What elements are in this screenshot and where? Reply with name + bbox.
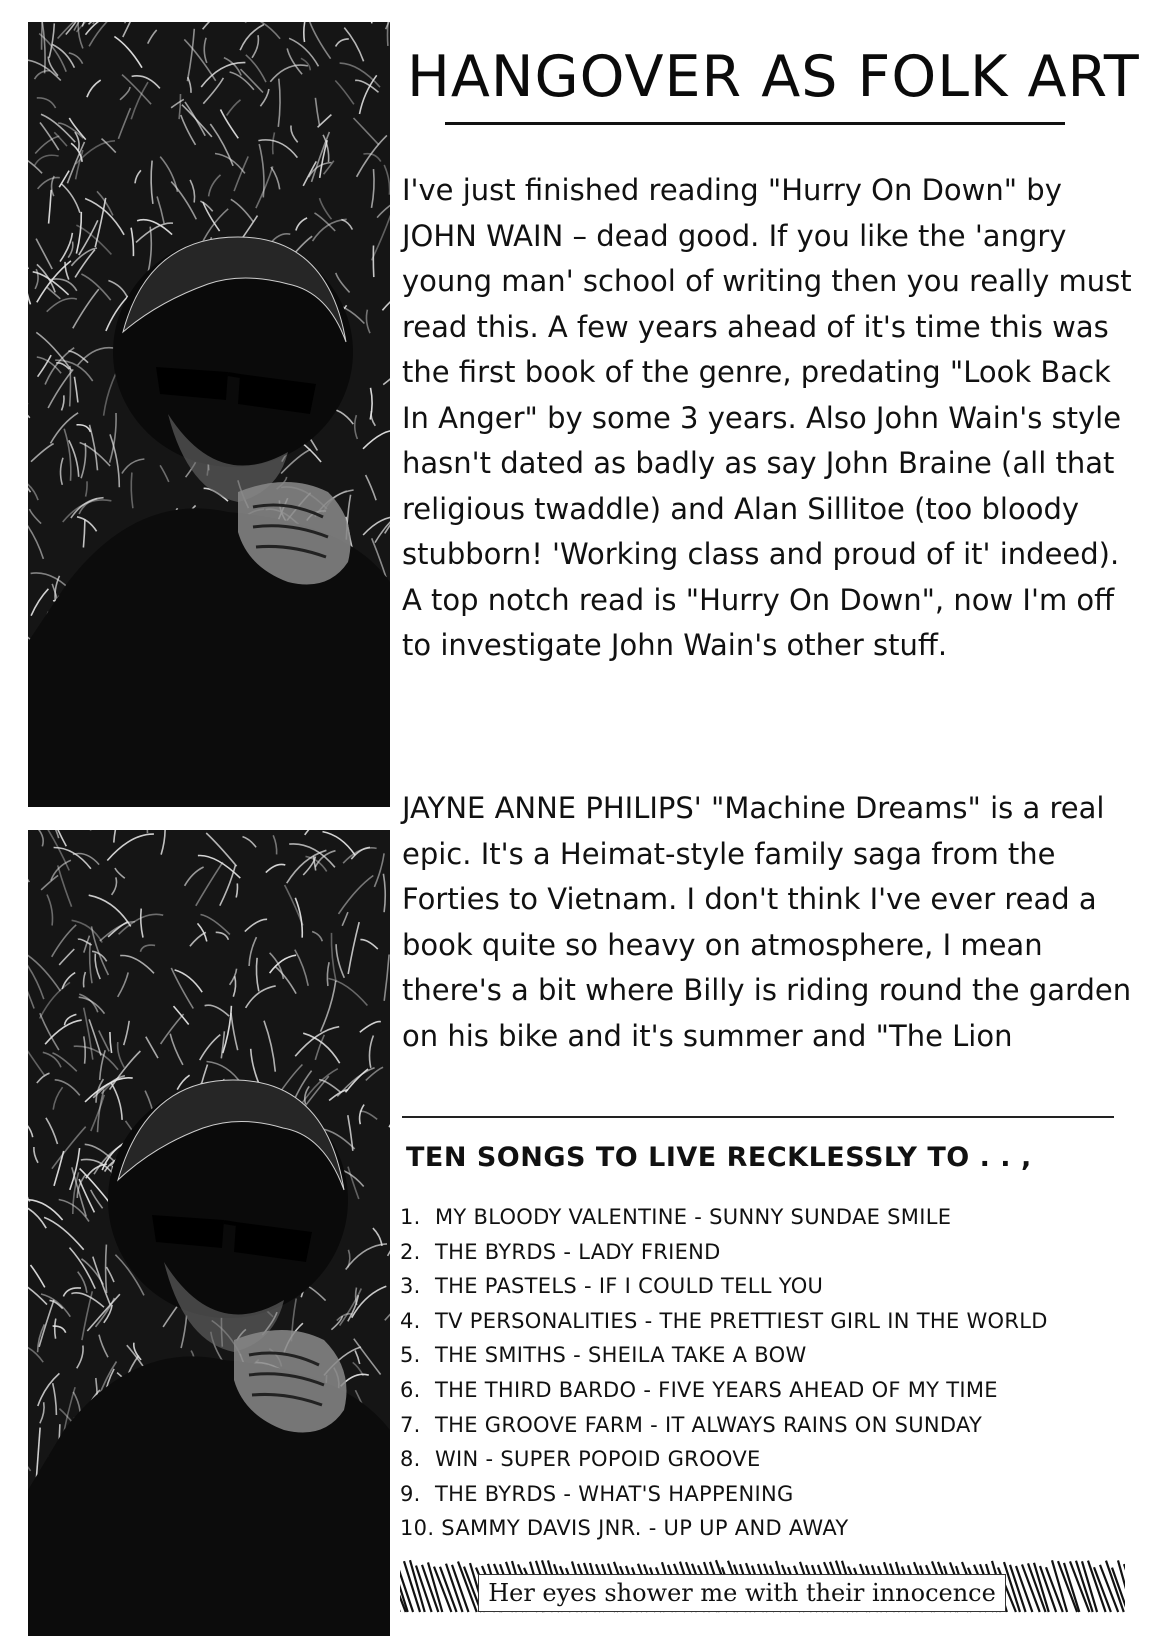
article-title: HANGOVER AS FOLK ART <box>407 44 1140 110</box>
song-list <box>400 1200 1135 1546</box>
list-item <box>400 1373 1135 1408</box>
song-number: 2. <box>400 1239 421 1264</box>
song-text: THE BYRDS - WHAT'S HAPPENING <box>434 1481 794 1506</box>
list-item <box>400 1442 1135 1477</box>
list-item <box>400 1408 1135 1443</box>
song-number: 4. <box>400 1308 421 1333</box>
hatch-line <box>1112 1568 1125 1612</box>
hatch-line <box>1064 1563 1079 1612</box>
song-number: 5. <box>400 1343 421 1368</box>
song-number: 7. <box>400 1412 421 1437</box>
title-underline <box>445 122 1065 125</box>
photo-portrait-top-image <box>28 22 390 807</box>
list-item <box>400 1477 1135 1512</box>
song-text: WIN - SUPER POPOID GROOVE <box>434 1447 761 1472</box>
song-number: 3. <box>400 1274 421 1299</box>
list-item <box>400 1338 1135 1373</box>
song-text: THE GROOVE FARM - IT ALWAYS RAINS ON SUNDAY <box>434 1412 983 1437</box>
song-text: SAMMY DAVIS JNR. - UP UP AND AWAY <box>441 1516 849 1541</box>
song-number: 1. <box>400 1205 421 1229</box>
section-divider <box>402 1116 1114 1118</box>
song-text: MY BLOODY VALENTINE - SUNNY SUNDAE SMILE <box>434 1205 952 1229</box>
article-paragraph-1: I've just finished reading "Hurry On Down" by JOHN WAIN – dead good. If you like the 'angry young man' school of writing then you really must read this. A few years ahead of it's time this was the first book of the genre, predating "Look Back In Anger" by some 3 years. Also John Wain's style hasn't dated as badly as say John Braine (all that religious twaddle) and Alan Sillitoe (too bloody stubborn! 'Working class and proud of it' indeed). A top notch read is "Hurry On Down", now I'm off to investigate John Wain's other stuff. <box>402 173 1132 662</box>
song-text: THE THIRD BARDO - FIVE YEARS AHEAD OF MY TIME <box>434 1377 998 1402</box>
caption-text: Her eyes shower me with their innocence <box>478 1574 1006 1612</box>
song-number: 9. <box>400 1481 421 1506</box>
song-number: 6. <box>400 1377 421 1402</box>
song-text: THE PASTELS - IF I COULD TELL YOU <box>434 1274 824 1299</box>
list-item <box>400 1511 1135 1546</box>
list-item <box>400 1235 1135 1270</box>
list-item <box>400 1304 1135 1339</box>
grass-blade <box>147 830 148 833</box>
article-paragraph-2: JAYNE ANNE PHILIPS' "Machine Dreams" is a real epic. It's a Heimat-style family saga from the Forties to Vietnam. I don't think I've ever read a book quite so heavy on atmosphere, I mean there's a bit where Billy is riding round the garden on his bike and it's summer and "The Lion <box>402 791 1132 1053</box>
song-number: 8. <box>400 1447 421 1472</box>
photo-portrait-bottom-image <box>28 830 390 1636</box>
song-number: 10. <box>400 1516 435 1541</box>
songs-heading: TEN SONGS TO LIVE RECKLESSLY TO . . , <box>406 1142 1032 1173</box>
photo-portrait-top <box>28 22 390 807</box>
song-text: THE BYRDS - LADY FRIEND <box>434 1239 721 1264</box>
song-text: TV PERSONALITIES - THE PRETTIEST GIRL IN THE WORLD <box>434 1308 1048 1333</box>
list-item <box>400 1269 1135 1304</box>
list-item <box>400 1200 1135 1235</box>
photo-portrait-bottom <box>28 830 390 1636</box>
song-text: THE SMITHS - SHEILA TAKE A BOW <box>434 1343 807 1368</box>
